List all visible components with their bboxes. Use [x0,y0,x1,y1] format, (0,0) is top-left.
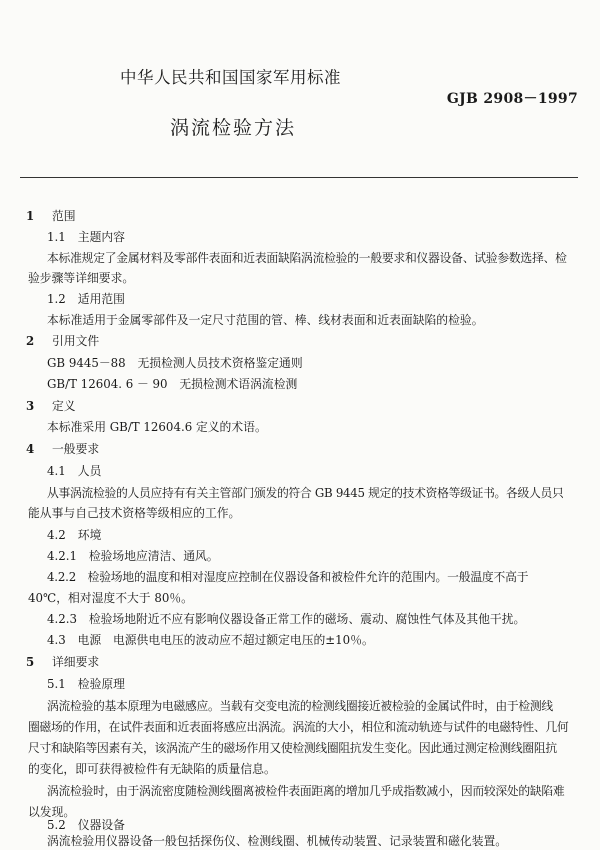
section-1-heading: 1 范围 [26,209,76,223]
paragraph-line: 4.2.1 检验场地应清洁、通风。 [47,549,219,563]
section-1-2-heading: 1.2 适用范围 [47,292,125,306]
section-2-heading: 2 引用文件 [26,334,100,348]
section-1-1-heading: 1.1 主题内容 [47,230,125,244]
section-4-heading: 4 一般要求 [26,442,100,456]
paragraph-line: 的变化，即可获得被检件有无缺陷的质量信息。 [28,762,276,776]
paragraph-line: 4.2.3 检验场地附近不应有影响仪器设备正常工作的磁场、震动、腐蚀性气体及其他干扰。 [47,612,526,626]
paragraph-line: 验步骤等详细要求。 [28,271,135,285]
paragraph-line: 本标准适用于金属零部件及一定尺寸范围的管、棒、线材表面和近表面缺陷的检验。 [47,313,484,327]
paragraph-line: 涡流检验时，由于涡流密度随检测线圈离被检件表面距离的增加几乎成指数减小，因而较深处的缺陷难 [47,784,565,798]
paragraph-line: 从事涡流检验的人员应持有有关主管部门颁发的符合 GB 9445 规定的技术资格等级证书。各级人员只 [47,486,564,500]
section-5-heading: 5 详细要求 [26,655,100,669]
header-rule [20,177,578,178]
paragraph-line: 能从事与自己技术资格等级相应的工作。 [28,506,241,520]
paragraph-line: 4.3 电源 电源供电电压的波动应不超过额定电压的±10％。 [47,633,374,647]
section-3-heading: 3 定义 [26,399,76,413]
section-4-1-heading: 4.1 人员 [47,464,102,478]
issuing-organization: 中华人民共和国国家军用标准 [120,68,341,87]
reference-item: GB/T 12604. 6 － 90 无损检测术语涡流检测 [47,377,298,391]
paragraph-line: 尺寸和缺陷等因素有关，该涡流产生的磁场作用又使检测线圈阻抗发生变化。因此通过测定检测线圈阻抗 [28,741,557,755]
standard-code: GJB 2908－1997 [446,91,578,107]
paragraph-line: 40℃，相对湿度不大于 80％。 [28,591,193,605]
paragraph-line: 本标准采用 GB/T 12604.6 定义的术语。 [47,420,267,434]
paragraph-line: 涡流检验用仪器设备一般包括探伤仪、检测线圈、机械传动装置、记录装置和磁化装置。 [47,834,508,848]
paragraph-line: 涡流检验的基本原理为电磁感应。当载有交变电流的检测线圈接近被检验的金属试件时，由于检测线 [47,699,553,713]
paragraph-line: 圈磁场的作用，在试件表面和近表面将感应出涡流。涡流的大小，相位和流动轨迹与试件的电磁特性、几何 [28,720,569,734]
reference-item: GB 9445－88 无损检测人员技术资格鉴定通则 [47,356,303,370]
section-4-2-heading: 4.2 环境 [47,528,102,542]
paragraph-line: 4.2.2 检验场地的温度和相对湿度应控制在仪器设备和被检件允许的范围内。一般温度不高于 [47,570,529,584]
section-5-2-heading: 5.2 仪器设备 [47,818,125,832]
section-5-1-heading: 5.1 检验原理 [47,677,125,691]
paragraph-line: 本标准规定了金属材料及零部件表面和近表面缺陷涡流检验的一般要求和仪器设备、试验参数选择、检 [47,251,567,265]
document-title: 涡流检验方法 [170,117,297,139]
paragraph-line: 以发现。 [28,805,76,819]
